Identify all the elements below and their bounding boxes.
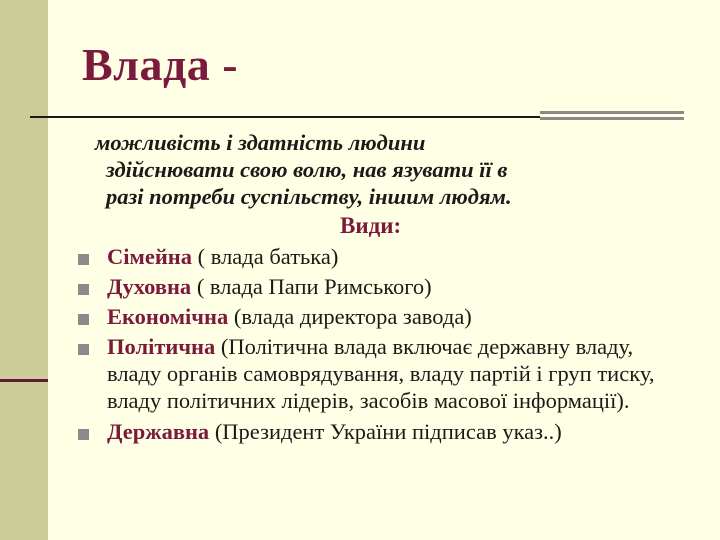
- definition-line-3: разі потреби суспільству, іншим людям.: [106, 184, 512, 209]
- square-bullet-icon: [78, 314, 89, 325]
- list-item: [78, 303, 678, 330]
- type-term: Державна: [107, 419, 210, 444]
- definition-line-1: можливість і здатність людини: [95, 130, 426, 155]
- type-detail: (Політична влада включає державну владу, владу органів самоврядування, владу партій і груп тиску, владу політичних лідерів, засобів масової інформації).: [107, 334, 655, 413]
- definition-text: [95, 129, 680, 210]
- type-detail: ( влада батька): [192, 244, 339, 269]
- type-term: Економічна: [107, 304, 229, 329]
- title-rule: [30, 116, 540, 118]
- list-item: [78, 243, 678, 270]
- square-bullet-icon: [78, 284, 89, 295]
- type-term: Духовна: [107, 274, 192, 299]
- square-bullet-icon: [78, 429, 89, 440]
- list-item: [78, 418, 678, 445]
- type-detail: (Президент України підписав указ..): [209, 419, 562, 444]
- list-item: [78, 273, 678, 300]
- types-heading: Види:: [340, 213, 402, 238]
- type-detail: ( влада Папи Римського): [191, 274, 432, 299]
- types-list: [78, 243, 678, 445]
- slide-title: Влада -: [82, 39, 239, 90]
- definition-line-2: здійснювати свою волю, нав язувати її в: [106, 157, 508, 182]
- list-item: [78, 333, 678, 414]
- type-term: Політична: [107, 334, 216, 359]
- square-bullet-icon: [78, 344, 89, 355]
- title-rule-bar: [540, 111, 684, 123]
- square-bullet-icon: [78, 254, 89, 265]
- left-decor-band: [0, 0, 48, 540]
- type-detail: (влада директора завода): [228, 304, 472, 329]
- type-term: Сімейна: [107, 244, 192, 269]
- band-divider: [0, 379, 48, 382]
